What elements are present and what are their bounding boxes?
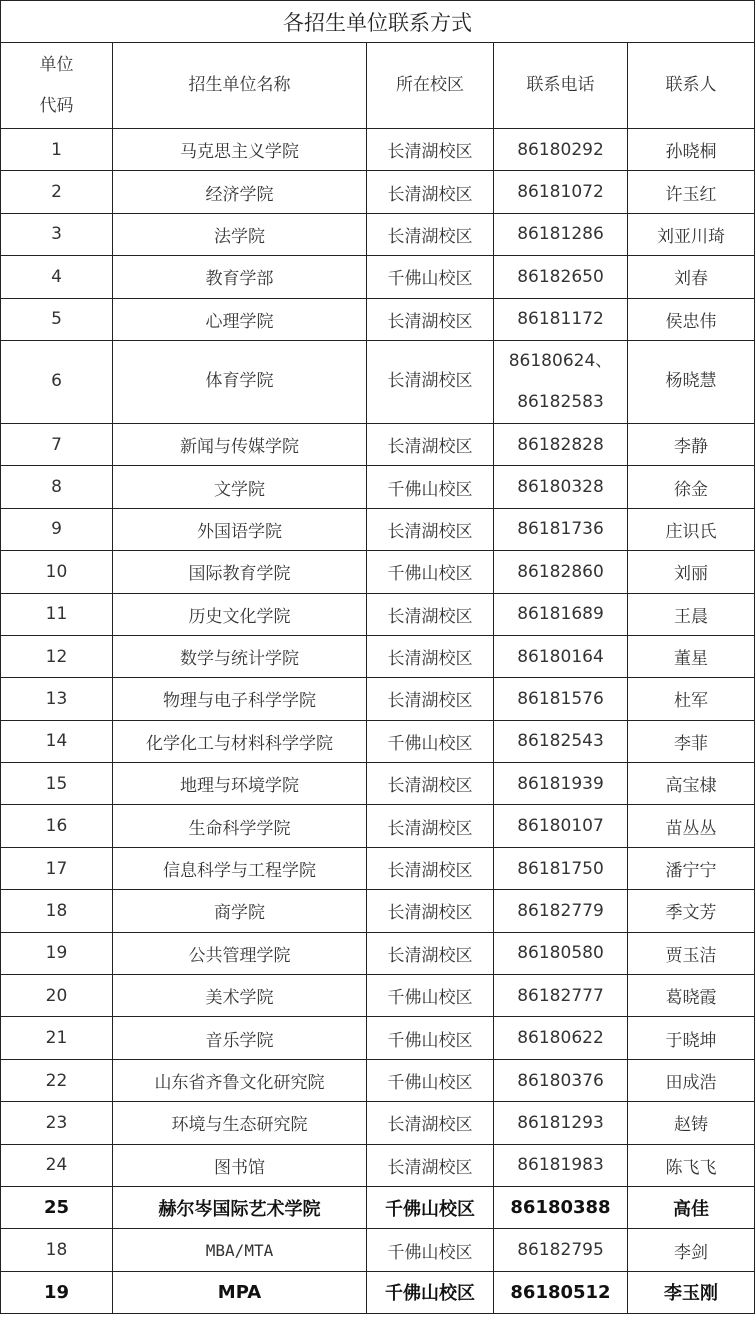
unit-name-cell: 外国语学院: [113, 508, 367, 550]
campus-cell: 长清湖校区: [367, 890, 494, 932]
header-unit-code-line2: 代码: [39, 95, 74, 116]
unit-code-cell: 23: [1, 1102, 113, 1144]
campus-cell: 长清湖校区: [367, 213, 494, 255]
contact-cell: 李菲: [628, 720, 755, 762]
contact-cell: 季文芳: [628, 890, 755, 932]
header-phone: 联系电话: [494, 43, 628, 129]
phone-cell: 86182650: [494, 256, 628, 298]
header-unit-code: [1, 43, 113, 129]
phone-cell: [494, 340, 628, 423]
unit-code-cell: 18: [1, 1229, 113, 1271]
campus-cell: 千佛山校区: [367, 1186, 494, 1228]
unit-name-cell: 文学院: [113, 466, 367, 508]
unit-code-cell: 19: [1, 932, 113, 974]
table-row: [1, 1229, 755, 1271]
unit-name-cell: 赫尔岑国际艺术学院: [113, 1186, 367, 1228]
unit-code-cell: 2: [1, 171, 113, 213]
header-unit-name: 招生单位名称: [113, 43, 367, 129]
campus-cell: 长清湖校区: [367, 763, 494, 805]
campus-cell: 长清湖校区: [367, 805, 494, 847]
campus-cell: 长清湖校区: [367, 340, 494, 423]
unit-code-cell: 18: [1, 890, 113, 932]
phone-cell: 86182795: [494, 1229, 628, 1271]
phone-line-1: 86180624、: [508, 350, 613, 371]
table-row: [1, 975, 755, 1017]
header-contact: 联系人: [628, 43, 755, 129]
unit-name-cell: 新闻与传媒学院: [113, 423, 367, 465]
campus-cell: 千佛山校区: [367, 256, 494, 298]
phone-cell: 86180164: [494, 635, 628, 677]
contact-cell: 李玉刚: [628, 1271, 755, 1313]
phone-cell: 86181172: [494, 298, 628, 340]
unit-name-cell: 历史文化学院: [113, 593, 367, 635]
campus-cell: 长清湖校区: [367, 635, 494, 677]
phone-cell: 86180107: [494, 805, 628, 847]
contact-cell: 刘亚川琦: [628, 213, 755, 255]
campus-cell: 长清湖校区: [367, 847, 494, 889]
table-row: [1, 1186, 755, 1228]
contact-cell: 王晨: [628, 593, 755, 635]
contact-cell: 许玉红: [628, 171, 755, 213]
table-row: [1, 213, 755, 255]
table-body: [1, 129, 755, 1314]
campus-cell: 千佛山校区: [367, 466, 494, 508]
unit-code-cell: 24: [1, 1144, 113, 1186]
unit-name-cell: 公共管理学院: [113, 932, 367, 974]
unit-name-cell: 马克思主义学院: [113, 129, 367, 171]
unit-code-cell: 12: [1, 635, 113, 677]
contact-cell: 李静: [628, 423, 755, 465]
unit-code-cell: 4: [1, 256, 113, 298]
table-row: [1, 678, 755, 720]
table-row: [1, 129, 755, 171]
contact-cell: 葛晓霞: [628, 975, 755, 1017]
unit-code-cell: 22: [1, 1059, 113, 1101]
phone-cell: 86181939: [494, 763, 628, 805]
unit-name-cell: 地理与环境学院: [113, 763, 367, 805]
contact-cell: 侯忠伟: [628, 298, 755, 340]
campus-cell: 千佛山校区: [367, 1229, 494, 1271]
phone-cell: 86181983: [494, 1144, 628, 1186]
unit-name-cell: 环境与生态研究院: [113, 1102, 367, 1144]
unit-code-cell: 17: [1, 847, 113, 889]
table-row: [1, 256, 755, 298]
contact-cell: 李剑: [628, 1229, 755, 1271]
phone-line-2: 86182583: [517, 391, 604, 412]
unit-name-cell: 音乐学院: [113, 1017, 367, 1059]
campus-cell: 长清湖校区: [367, 593, 494, 635]
phone-cell: 86181286: [494, 213, 628, 255]
unit-code-cell: 11: [1, 593, 113, 635]
campus-cell: 千佛山校区: [367, 551, 494, 593]
contact-cell: 杨晓慧: [628, 340, 755, 423]
table-row: [1, 763, 755, 805]
table-row: [1, 593, 755, 635]
unit-code-cell: 6: [1, 340, 113, 423]
table-row: [1, 720, 755, 762]
campus-cell: 长清湖校区: [367, 932, 494, 974]
contact-cell: 徐金: [628, 466, 755, 508]
contact-cell: 田成浩: [628, 1059, 755, 1101]
campus-cell: 长清湖校区: [367, 171, 494, 213]
header-unit-code-line1: 单位: [39, 54, 74, 75]
unit-code-cell: 9: [1, 508, 113, 550]
phone-cell: 86180292: [494, 129, 628, 171]
unit-name-cell: 经济学院: [113, 171, 367, 213]
table-row: [1, 423, 755, 465]
contact-cell: 董星: [628, 635, 755, 677]
phone-cell: 86182828: [494, 423, 628, 465]
table-row: [1, 1144, 755, 1186]
contact-cell: 高宝棣: [628, 763, 755, 805]
campus-cell: 千佛山校区: [367, 1017, 494, 1059]
table-row: [1, 466, 755, 508]
table-row: [1, 1017, 755, 1059]
campus-cell: 千佛山校区: [367, 975, 494, 1017]
contact-cell: 刘丽: [628, 551, 755, 593]
table-row: [1, 635, 755, 677]
phone-cell: 86181293: [494, 1102, 628, 1144]
unit-code-cell: 14: [1, 720, 113, 762]
phone-cell: 86181072: [494, 171, 628, 213]
campus-cell: 千佛山校区: [367, 1059, 494, 1101]
phone-cell: 86182860: [494, 551, 628, 593]
unit-code-cell: 19: [1, 1271, 113, 1313]
unit-code-cell: 13: [1, 678, 113, 720]
table-row: [1, 890, 755, 932]
unit-name-cell: 法学院: [113, 213, 367, 255]
unit-name-cell: 图书馆: [113, 1144, 367, 1186]
campus-cell: 长清湖校区: [367, 1144, 494, 1186]
contact-cell: 陈飞飞: [628, 1144, 755, 1186]
phone-cell: 86181750: [494, 847, 628, 889]
contact-cell: 苗丛丛: [628, 805, 755, 847]
table-row: [1, 932, 755, 974]
unit-name-cell: 教育学部: [113, 256, 367, 298]
table-row: [1, 1102, 755, 1144]
contact-cell: 贾玉洁: [628, 932, 755, 974]
table-row: [1, 551, 755, 593]
table-row: [1, 1059, 755, 1101]
contact-cell: 杜军: [628, 678, 755, 720]
table-row: [1, 1271, 755, 1313]
phone-cell: 86182779: [494, 890, 628, 932]
unit-name-cell: 国际教育学院: [113, 551, 367, 593]
table-row: [1, 298, 755, 340]
header-row: [1, 43, 755, 129]
contact-cell: 刘春: [628, 256, 755, 298]
unit-code-cell: 20: [1, 975, 113, 1017]
unit-name-cell: 商学院: [113, 890, 367, 932]
phone-cell: 86181689: [494, 593, 628, 635]
unit-name-cell: 化学化工与材料科学学院: [113, 720, 367, 762]
campus-cell: 长清湖校区: [367, 298, 494, 340]
contact-cell: 高佳: [628, 1186, 755, 1228]
campus-cell: 长清湖校区: [367, 678, 494, 720]
campus-cell: 长清湖校区: [367, 423, 494, 465]
unit-code-cell: 21: [1, 1017, 113, 1059]
unit-name-cell: 美术学院: [113, 975, 367, 1017]
unit-name-cell: 山东省齐鲁文化研究院: [113, 1059, 367, 1101]
unit-code-cell: 25: [1, 1186, 113, 1228]
phone-cell: 86181736: [494, 508, 628, 550]
contact-cell: 赵铸: [628, 1102, 755, 1144]
contact-cell: 孙晓桐: [628, 129, 755, 171]
phone-cell: 86182777: [494, 975, 628, 1017]
table-row: [1, 508, 755, 550]
unit-code-cell: 16: [1, 805, 113, 847]
phone-cell: 86181576: [494, 678, 628, 720]
phone-cell: 86180622: [494, 1017, 628, 1059]
unit-name-cell: 生命科学学院: [113, 805, 367, 847]
phone-cell: 86180328: [494, 466, 628, 508]
unit-code-cell: 5: [1, 298, 113, 340]
unit-code-cell: 10: [1, 551, 113, 593]
unit-name-cell: 信息科学与工程学院: [113, 847, 367, 889]
unit-name-cell: MBA/MTA: [113, 1229, 367, 1271]
campus-cell: 长清湖校区: [367, 508, 494, 550]
unit-name-cell: 物理与电子科学学院: [113, 678, 367, 720]
unit-code-cell: 8: [1, 466, 113, 508]
phone-cell: 86180388: [494, 1186, 628, 1228]
campus-cell: 长清湖校区: [367, 129, 494, 171]
unit-name-cell: 心理学院: [113, 298, 367, 340]
unit-name-cell: 数学与统计学院: [113, 635, 367, 677]
campus-cell: 千佛山校区: [367, 1271, 494, 1313]
contact-cell: 于晓坤: [628, 1017, 755, 1059]
table-row: [1, 171, 755, 213]
unit-code-cell: 15: [1, 763, 113, 805]
table-title: 各招生单位联系方式: [1, 1, 755, 43]
contact-cell: 庄识氏: [628, 508, 755, 550]
unit-name-cell: MPA: [113, 1271, 367, 1313]
table-row: [1, 805, 755, 847]
unit-code-cell: 1: [1, 129, 113, 171]
unit-name-cell: 体育学院: [113, 340, 367, 423]
phone-cell: 86180512: [494, 1271, 628, 1313]
unit-code-cell: 7: [1, 423, 113, 465]
header-campus: 所在校区: [367, 43, 494, 129]
table-row: [1, 847, 755, 889]
phone-cell: 86180376: [494, 1059, 628, 1101]
unit-code-cell: 3: [1, 213, 113, 255]
phone-cell: 86180580: [494, 932, 628, 974]
campus-cell: 长清湖校区: [367, 1102, 494, 1144]
contact-cell: 潘宁宁: [628, 847, 755, 889]
phone-cell: 86182543: [494, 720, 628, 762]
campus-cell: 千佛山校区: [367, 720, 494, 762]
table-row: [1, 340, 755, 423]
